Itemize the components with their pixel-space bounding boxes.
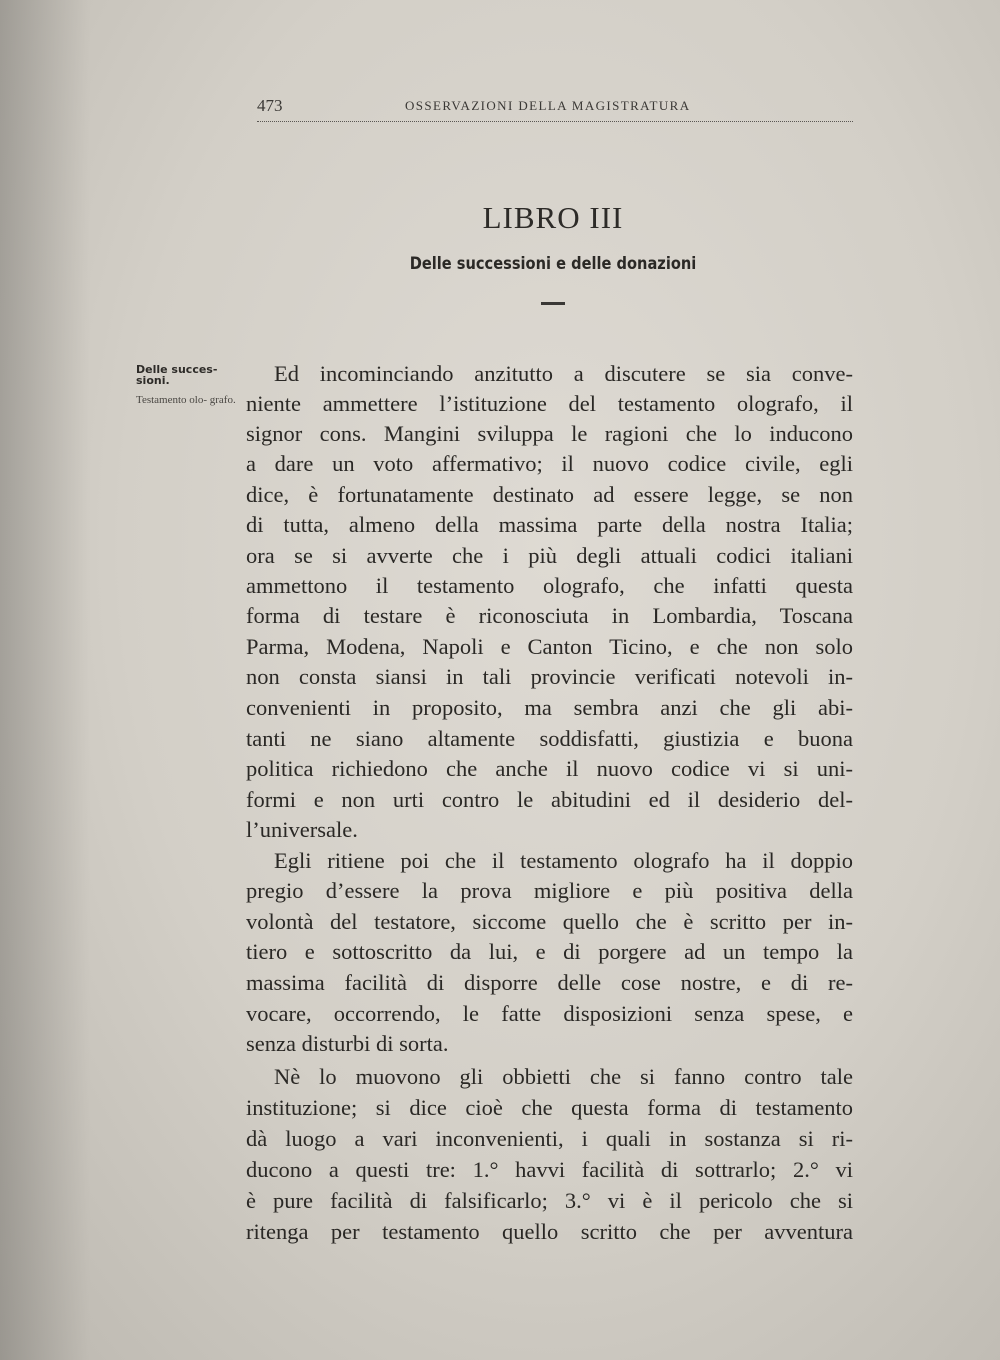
body-line: ritenga per testamento quello scritto che per avventura: [246, 1219, 853, 1244]
body-line: forma di testare è riconosciuta in Lombardia, Toscana: [246, 603, 853, 628]
body-line: dice, è fortunatamente destinato ad essere legge, se non: [246, 482, 853, 507]
body-line: convenienti in proposito, ma sembra anzi che gli abi-: [246, 695, 853, 720]
body-line: senza disturbi di sorta.: [246, 1031, 449, 1056]
page-number: 473: [257, 96, 283, 115]
title-divider: [541, 302, 565, 305]
body-line: di tutta, almeno della massima parte della nostra Italia;: [246, 512, 853, 537]
body-line: Egli ritiene poi che il testamento olografo ha il doppio: [274, 848, 853, 873]
body-line: dà luogo a vari inconvenienti, i quali in sostanza si ri-: [246, 1126, 853, 1151]
body-line: politica richiedono che anche il nuovo codice vi si uni-: [246, 756, 853, 781]
margin-note-holographic-will: Testamento olo- grafo.: [136, 394, 236, 406]
body-line: niente ammettere l’istituzione del testamento olografo, il: [246, 391, 853, 416]
body-line: pregio d’essere la prova migliore e più positiva della: [246, 878, 853, 903]
body-line: Parma, Modena, Napoli e Canton Ticino, e che non solo: [246, 634, 853, 659]
page-header: [257, 96, 853, 120]
body-line: è pure facilità di falsificarlo; 3.° vi è il pericolo che si: [246, 1188, 853, 1213]
margin-note-successions: Delle succes- sioni.: [136, 363, 218, 387]
body-line: l’universale.: [246, 817, 358, 842]
body-line: vocare, occorrendo, le fatte disposizioni senza spese, e: [246, 1001, 853, 1026]
body-line: instituzione; si dice cioè che questa forma di testamento: [246, 1095, 853, 1120]
body-line: ora se si avverte che i più degli attuali codici italiani: [246, 543, 853, 568]
body-line: non consta siansi in tali provincie verificati notevoli in-: [246, 664, 853, 689]
body-line: ducono a questi tre: 1.° havvi facilità di sottrarlo; 2.° vi: [246, 1157, 853, 1182]
body-line: a dare un voto affermativo; il nuovo codice civile, egli: [246, 451, 853, 476]
body-line: volontà del testatore, siccome quello che è scritto per in-: [246, 909, 853, 934]
body-line: massima facilità di disporre delle cose nostre, e di re-: [246, 970, 853, 995]
book-subtitle: Delle successioni e delle donazioni: [409, 254, 697, 274]
header-divider: [257, 121, 853, 122]
running-head: OSSERVAZIONI DELLA MAGISTRATURA: [405, 98, 691, 113]
body-line: formi e non urti contro le abitudini ed il desiderio del-: [246, 787, 853, 812]
body-line: Ed incominciando anzitutto a discutere se sia conve-: [274, 361, 853, 386]
body-line: tanti ne siano altamente soddisfatti, giustizia e buona: [246, 726, 853, 751]
body-line: Nè lo muovono gli obbietti che si fanno contro tale: [274, 1064, 853, 1089]
book-title: LIBRO III: [482, 200, 624, 235]
body-line: tiero e sottoscritto da lui, e di porgere ad un tempo la: [246, 939, 853, 964]
body-line: signor cons. Mangini sviluppa le ragioni che lo inducono: [246, 421, 853, 446]
body-line: ammettono il testamento olografo, che infatti questa: [246, 573, 853, 598]
